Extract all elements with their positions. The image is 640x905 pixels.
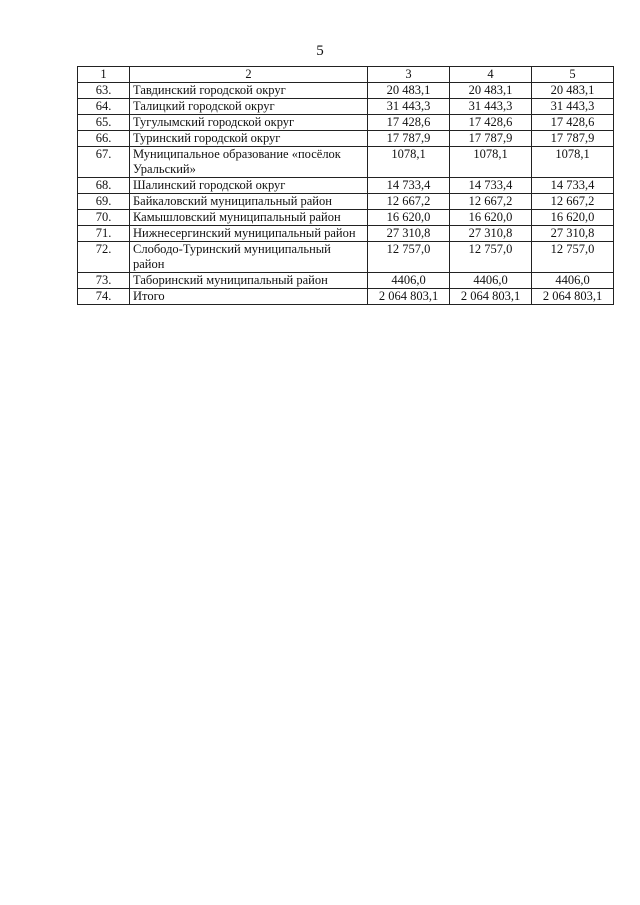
budget-table <box>77 66 614 305</box>
column-header: 1 <box>78 67 130 83</box>
value-col4: 17 787,9 <box>450 131 532 147</box>
total-row <box>78 289 614 305</box>
table-row <box>78 83 614 99</box>
value-col5: 27 310,8 <box>532 226 614 242</box>
row-number: 65. <box>78 115 130 131</box>
municipality-name: Тугулымский городской округ <box>130 115 368 131</box>
value-col5: 12 757,0 <box>532 242 614 273</box>
municipality-name: Шалинский городской округ <box>130 178 368 194</box>
value-col3: 12 667,2 <box>368 194 450 210</box>
table-row <box>78 131 614 147</box>
table-row <box>78 99 614 115</box>
value-col4: 4406,0 <box>450 273 532 289</box>
row-number: 72. <box>78 242 130 273</box>
municipality-name: Тавдинский городской округ <box>130 83 368 99</box>
value-col4: 31 443,3 <box>450 99 532 115</box>
column-header: 5 <box>532 67 614 83</box>
value-col4: 1078,1 <box>450 147 532 178</box>
column-header: 2 <box>130 67 368 83</box>
row-number: 66. <box>78 131 130 147</box>
value-col3: 20 483,1 <box>368 83 450 99</box>
municipality-name: Байкаловский муниципальный район <box>130 194 368 210</box>
value-col3: 1078,1 <box>368 147 450 178</box>
municipality-name: Таборинский муниципальный район <box>130 273 368 289</box>
value-col4: 20 483,1 <box>450 83 532 99</box>
row-number: 71. <box>78 226 130 242</box>
value-col5: 17 787,9 <box>532 131 614 147</box>
row-number: 70. <box>78 210 130 226</box>
total-value-col4: 2 064 803,1 <box>450 289 532 305</box>
row-number: 64. <box>78 99 130 115</box>
value-col4: 27 310,8 <box>450 226 532 242</box>
value-col5: 20 483,1 <box>532 83 614 99</box>
table-row <box>78 147 614 178</box>
municipality-name: Слободо-Туринский муниципальный район <box>130 242 368 273</box>
value-col5: 4406,0 <box>532 273 614 289</box>
table-row <box>78 115 614 131</box>
value-col5: 12 667,2 <box>532 194 614 210</box>
row-number: 74. <box>78 289 130 305</box>
value-col4: 16 620,0 <box>450 210 532 226</box>
table-row <box>78 226 614 242</box>
value-col5: 17 428,6 <box>532 115 614 131</box>
municipality-name: Талицкий городской округ <box>130 99 368 115</box>
value-col3: 17 787,9 <box>368 131 450 147</box>
municipality-name: Туринский городской округ <box>130 131 368 147</box>
value-col5: 16 620,0 <box>532 210 614 226</box>
column-header: 4 <box>450 67 532 83</box>
total-label: Итого <box>130 289 368 305</box>
table-row <box>78 242 614 273</box>
value-col5: 1078,1 <box>532 147 614 178</box>
value-col5: 14 733,4 <box>532 178 614 194</box>
value-col3: 17 428,6 <box>368 115 450 131</box>
value-col3: 27 310,8 <box>368 226 450 242</box>
total-value-col5: 2 064 803,1 <box>532 289 614 305</box>
total-value-col3: 2 064 803,1 <box>368 289 450 305</box>
value-col4: 12 667,2 <box>450 194 532 210</box>
value-col3: 31 443,3 <box>368 99 450 115</box>
row-number: 68. <box>78 178 130 194</box>
table-row <box>78 178 614 194</box>
table-row <box>78 194 614 210</box>
value-col3: 16 620,0 <box>368 210 450 226</box>
row-number: 67. <box>78 147 130 178</box>
value-col3: 12 757,0 <box>368 242 450 273</box>
page-number: 5 <box>316 43 324 59</box>
municipality-name: Камышловский муниципальный район <box>130 210 368 226</box>
table-header-row <box>78 67 614 83</box>
value-col4: 14 733,4 <box>450 178 532 194</box>
value-col5: 31 443,3 <box>532 99 614 115</box>
value-col4: 12 757,0 <box>450 242 532 273</box>
value-col3: 4406,0 <box>368 273 450 289</box>
value-col4: 17 428,6 <box>450 115 532 131</box>
municipality-name: Муниципальное образование «посёлок Уральский» <box>130 147 368 178</box>
column-header: 3 <box>368 67 450 83</box>
row-number: 73. <box>78 273 130 289</box>
value-col3: 14 733,4 <box>368 178 450 194</box>
row-number: 63. <box>78 83 130 99</box>
row-number: 69. <box>78 194 130 210</box>
table-row <box>78 273 614 289</box>
table-row <box>78 210 614 226</box>
municipality-name: Нижнесергинский муниципальный район <box>130 226 368 242</box>
